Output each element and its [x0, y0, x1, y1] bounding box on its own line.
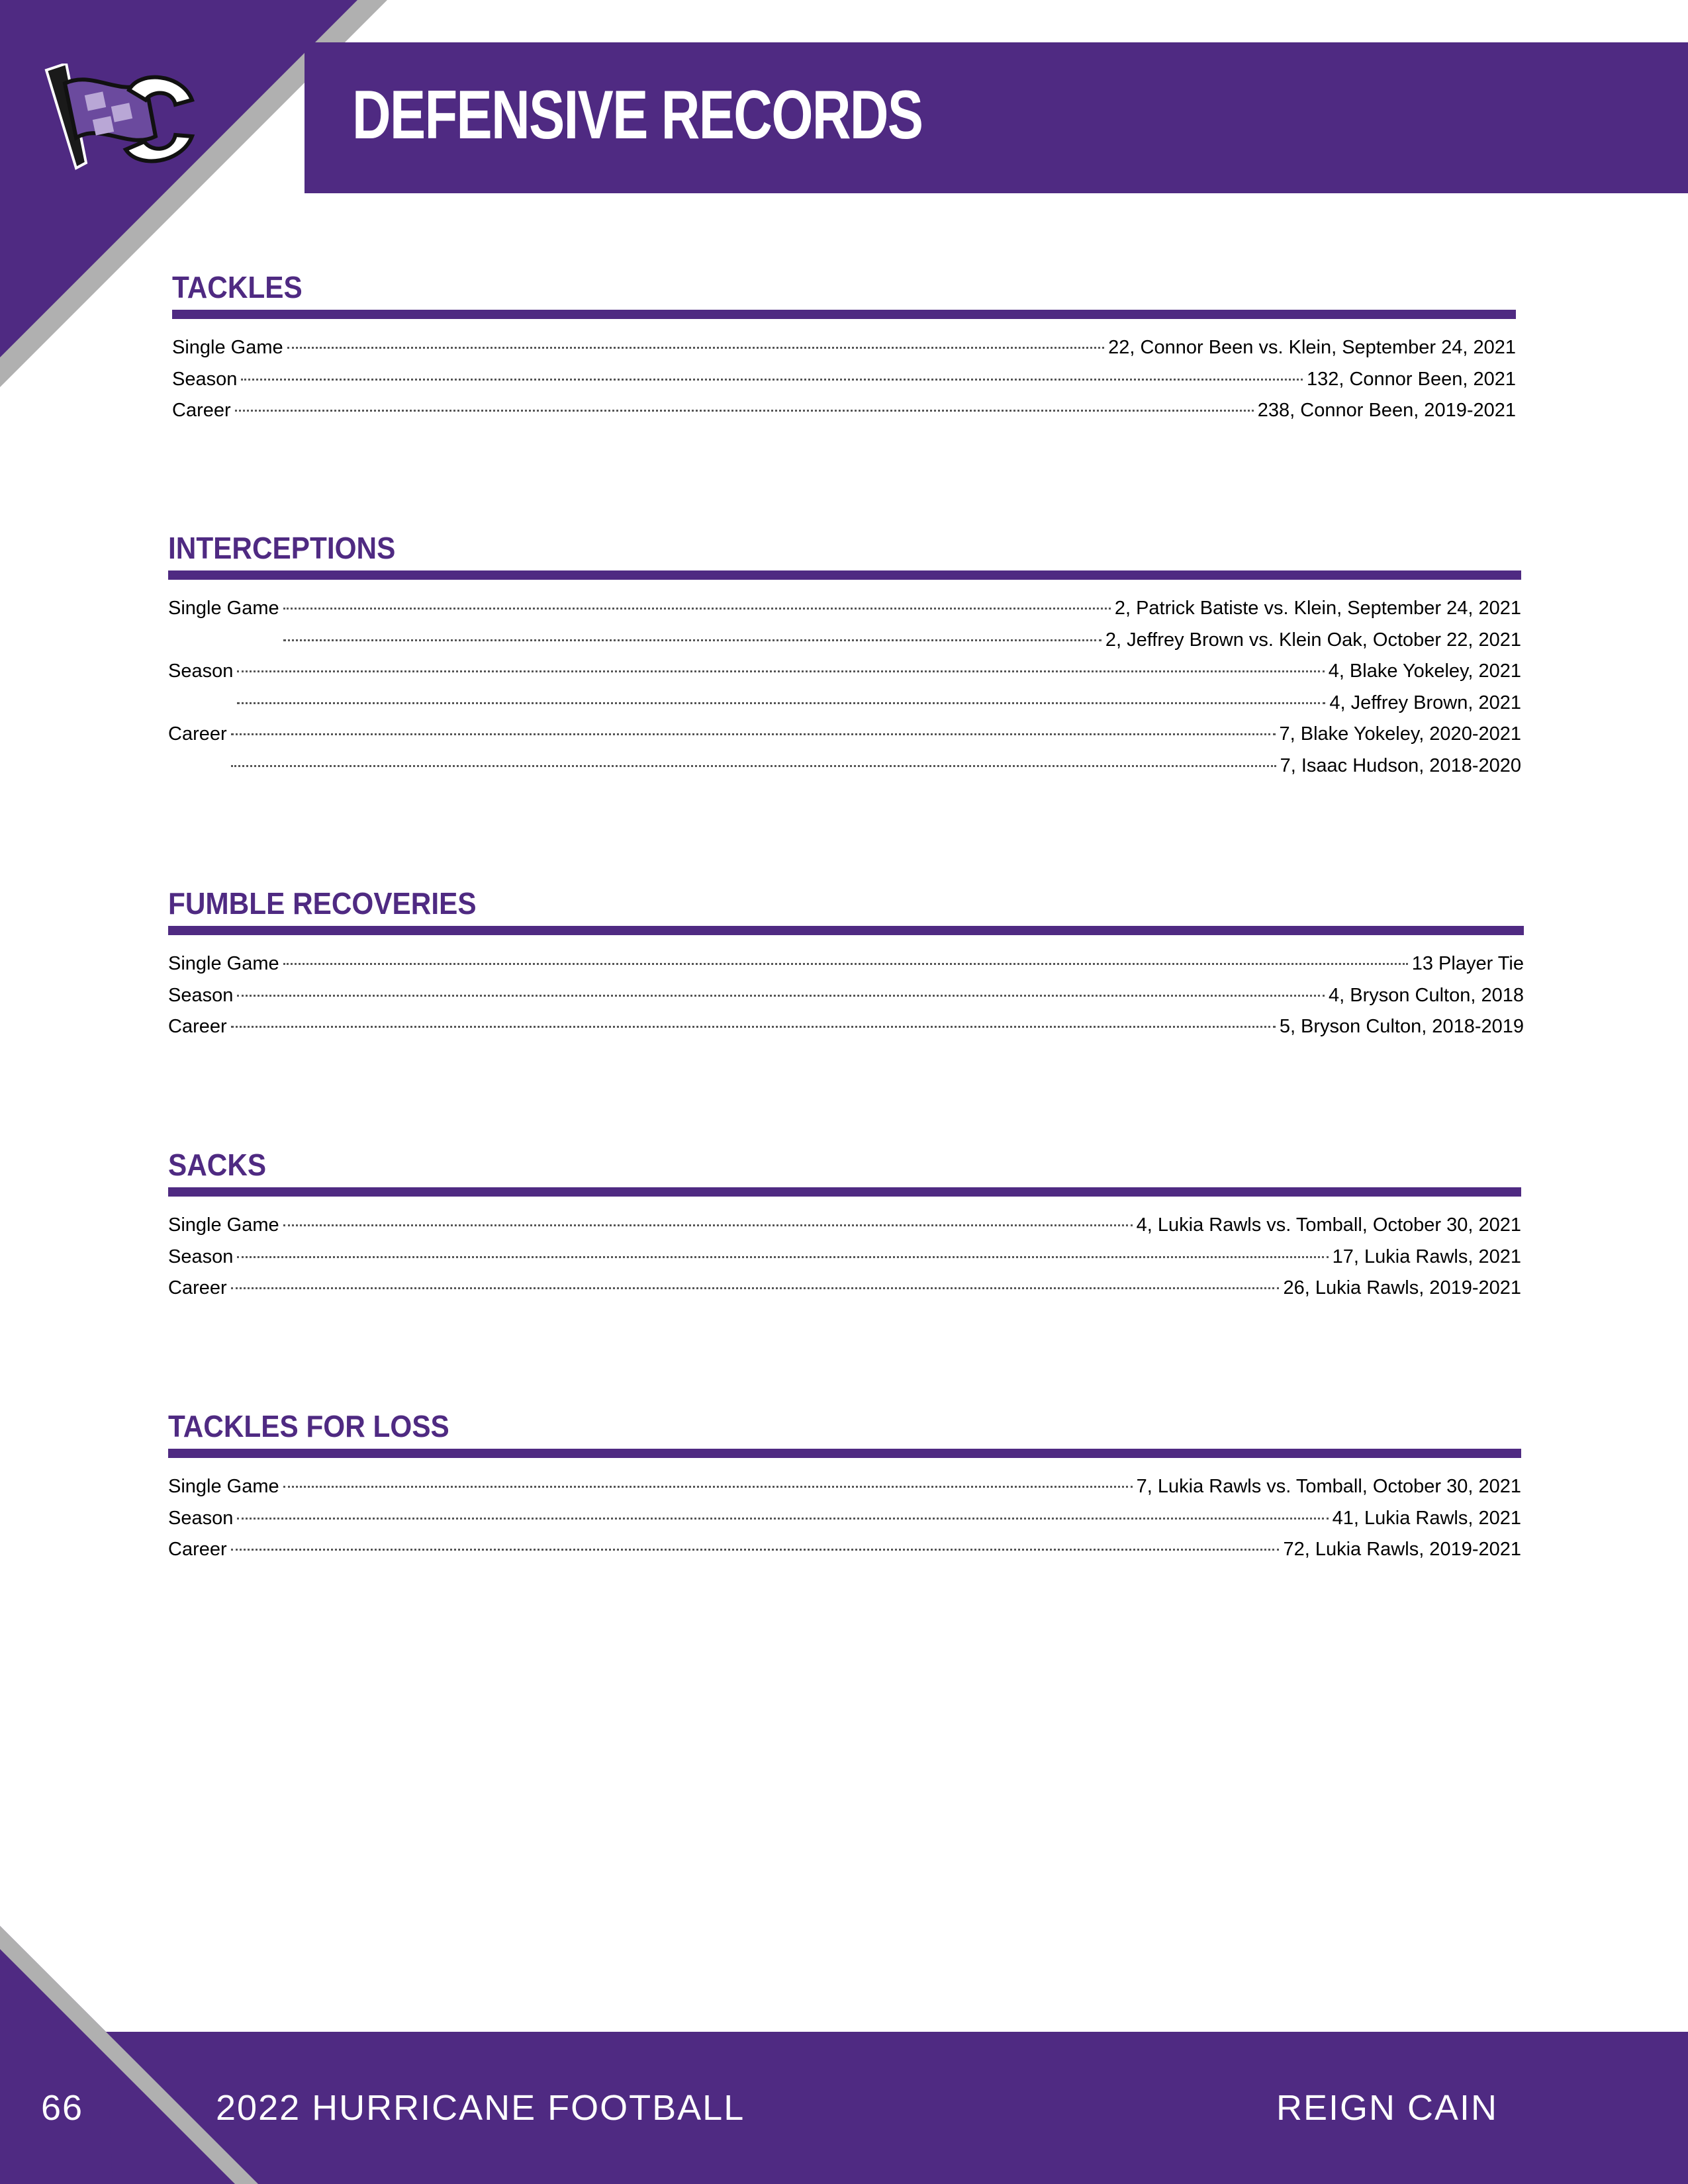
- record-label: Season: [168, 1246, 234, 1267]
- record-label: Single Game: [172, 337, 283, 358]
- record-value: 7, Lukia Rawls vs. Tomball, October 30, 2021: [1136, 1476, 1521, 1497]
- record-value: 17, Lukia Rawls, 2021: [1332, 1246, 1521, 1267]
- record-value: 4, Lukia Rawls vs. Tomball, October 30, 2021: [1136, 1214, 1521, 1236]
- dot-leader: [235, 410, 1254, 412]
- record-row: [172, 332, 1516, 364]
- section-rule: [168, 570, 1521, 580]
- record-row: [168, 719, 1521, 751]
- section-fumble-recoveries: [168, 885, 1524, 1043]
- record-value: 4, Bryson Culton, 2018: [1328, 984, 1524, 1006]
- record-value: 7, Isaac Hudson, 2018-2020: [1280, 754, 1521, 776]
- record-value: 132, Connor Been, 2021: [1306, 368, 1516, 390]
- dot-leader: [283, 1486, 1133, 1488]
- record-row: [168, 1503, 1521, 1535]
- record-label: Career: [168, 1016, 227, 1037]
- record-row: [172, 395, 1516, 427]
- record-value: 72, Lukia Rawls, 2019-2021: [1283, 1539, 1521, 1560]
- record-value: 5, Bryson Culton, 2018-2019: [1279, 1016, 1524, 1037]
- record-label: Season: [168, 660, 234, 682]
- dot-leader: [241, 379, 1303, 381]
- dot-leader: [287, 347, 1105, 349]
- section-title: TACKLES: [172, 270, 303, 304]
- section-rule: [168, 1449, 1521, 1458]
- record-row: [168, 593, 1521, 625]
- record-label: Career: [168, 1539, 227, 1560]
- record-value: 13 Player Tie: [1411, 953, 1524, 974]
- corner-decoration-bottom: [0, 1926, 278, 2184]
- dot-leader: [283, 639, 1102, 641]
- dot-leader: [231, 733, 1276, 735]
- section-sacks: [168, 1146, 1521, 1304]
- dot-leader: [283, 608, 1111, 610]
- dot-leader: [237, 670, 1324, 672]
- record-value: 22, Connor Been vs. Klein, September 24, 2021: [1108, 337, 1516, 358]
- dot-leader: [231, 765, 1276, 767]
- record-label: Season: [172, 368, 238, 390]
- page-number: 66: [41, 2088, 84, 2128]
- record-row: [168, 980, 1524, 1012]
- record-row: [172, 364, 1516, 396]
- record-row: [168, 656, 1521, 688]
- record-label: Career: [168, 1277, 227, 1298]
- dot-leader: [237, 1256, 1328, 1258]
- section-rule: [172, 310, 1516, 319]
- record-value: 2, Jeffrey Brown vs. Klein Oak, October 22, 2021: [1105, 629, 1521, 651]
- dot-leader: [237, 995, 1325, 997]
- record-row: [168, 625, 1521, 657]
- record-label: Single Game: [168, 1214, 279, 1236]
- record-label: Single Game: [168, 598, 279, 619]
- record-label: Career: [168, 723, 227, 745]
- record-label: Season: [168, 984, 234, 1006]
- section-title: INTERCEPTIONS: [168, 531, 396, 565]
- record-value: 4, Blake Yokeley, 2021: [1328, 660, 1521, 682]
- dot-leader: [237, 1518, 1328, 1520]
- section-tackles: [172, 269, 1516, 427]
- dot-leader: [283, 963, 1408, 965]
- section-rule: [168, 926, 1524, 935]
- record-value: 7, Blake Yokeley, 2020-2021: [1279, 723, 1521, 745]
- section-title: FUMBLE RECOVERIES: [168, 886, 477, 921]
- page-title: DEFENSIVE RECORDS: [352, 77, 923, 154]
- section-tackles-for-loss: [168, 1408, 1521, 1566]
- record-row: [168, 1273, 1521, 1304]
- record-value: 238, Connor Been, 2019-2021: [1257, 400, 1516, 421]
- publication-title: 2022 HURRICANE FOOTBALL: [216, 2088, 745, 2128]
- record-row: [168, 1011, 1524, 1043]
- record-row: [168, 1210, 1521, 1242]
- dot-leader: [231, 1549, 1280, 1551]
- dot-leader: [237, 702, 1325, 704]
- record-value: 41, Lukia Rawls, 2021: [1332, 1507, 1521, 1529]
- record-row: [168, 1242, 1521, 1273]
- record-label: Career: [172, 400, 231, 421]
- record-row: [168, 751, 1521, 782]
- record-label: Single Game: [168, 1476, 279, 1497]
- record-row: [168, 948, 1524, 980]
- record-label: Single Game: [168, 953, 279, 974]
- dot-leader: [283, 1224, 1133, 1226]
- record-row: [168, 688, 1521, 719]
- section-rule: [168, 1187, 1521, 1197]
- record-value: 4, Jeffrey Brown, 2021: [1329, 692, 1521, 713]
- school-name: REIGN CAIN: [1276, 2088, 1499, 2128]
- dot-leader: [231, 1026, 1276, 1028]
- record-row: [168, 1471, 1521, 1503]
- dot-leader: [231, 1287, 1280, 1289]
- record-label: Season: [168, 1507, 234, 1529]
- record-value: 26, Lukia Rawls, 2019-2021: [1283, 1277, 1521, 1298]
- hurricane-flag-c-logo: [40, 64, 199, 176]
- record-row: [168, 1534, 1521, 1566]
- record-value: 2, Patrick Batiste vs. Klein, September 24, 2021: [1114, 598, 1521, 619]
- section-title: SACKS: [168, 1148, 267, 1182]
- section-title: TACKLES FOR LOSS: [168, 1409, 449, 1443]
- section-interceptions: [168, 529, 1521, 782]
